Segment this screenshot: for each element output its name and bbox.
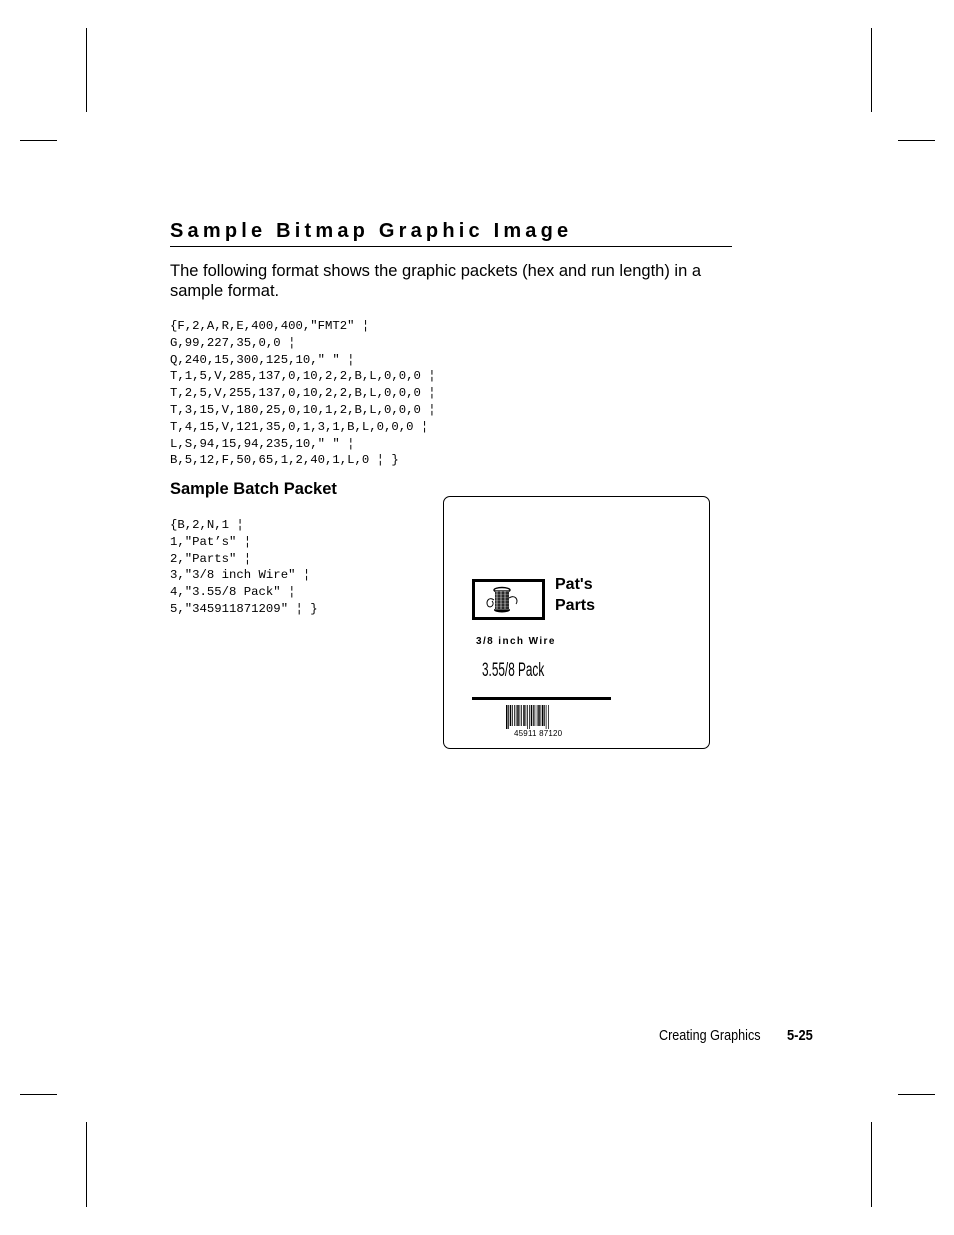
intro-paragraph: The following format shows the graphic packets (hex and run length) in a sample format. xyxy=(170,262,702,300)
code-line: Q,240,15,300,125,10," " ¦ xyxy=(170,352,355,367)
crop-mark xyxy=(20,140,57,141)
barcode-bar xyxy=(527,705,528,729)
crop-mark xyxy=(898,140,935,141)
barcode xyxy=(506,705,576,729)
barcode-bar xyxy=(520,705,521,726)
code-line: B,5,12,F,50,65,1,2,40,1,L,0 ¦ } xyxy=(170,453,399,468)
barcode-bar xyxy=(544,705,545,726)
code-line: G,99,227,35,0,0 ¦ xyxy=(170,335,296,350)
code-line: T,4,15,V,121,35,0,1,3,1,B,L,0,0,0 ¦ xyxy=(170,419,429,434)
barcode-bar xyxy=(537,705,538,726)
label-line-2: Parts xyxy=(555,597,596,614)
barcode-bar xyxy=(542,705,544,726)
barcode-bar xyxy=(548,705,549,729)
code-line: {B,2,N,1 ¦ xyxy=(170,518,244,532)
batch-heading: Sample Batch Packet xyxy=(170,480,337,498)
title-underline xyxy=(170,246,732,247)
barcode-bar xyxy=(546,705,547,729)
code-line: T,1,5,V,285,137,0,10,2,2,B,L,0,0,0 ¦ xyxy=(170,369,436,384)
footer-chapter: Creating Graphics xyxy=(659,1027,761,1044)
crop-mark xyxy=(871,1122,872,1207)
barcode-bar xyxy=(529,705,530,729)
barcode-bar xyxy=(512,705,513,726)
barcode-bar xyxy=(526,705,527,726)
label-line-1: Pat's xyxy=(555,576,593,593)
format-code-block xyxy=(170,318,436,469)
barcode-bar xyxy=(514,705,515,726)
code-line: 5,"345911871209" ¦ } xyxy=(170,601,318,616)
code-line: L,S,94,15,94,235,10," " ¦ xyxy=(170,436,355,451)
crop-mark xyxy=(20,1094,57,1095)
code-line: T,3,15,V,180,25,0,10,1,2,B,L,0,0,0 ¦ xyxy=(170,402,436,417)
label-line-3: 3/8 inch Wire xyxy=(476,636,556,647)
barcode-text: 45911 87120 xyxy=(514,729,563,738)
sample-label xyxy=(443,496,710,749)
barcode-bar xyxy=(521,705,522,726)
code-line: {F,2,A,R,E,400,400,"FMT2" ¦ xyxy=(170,319,370,333)
barcode-bar xyxy=(508,705,509,729)
barcode-bar xyxy=(541,705,542,726)
barcode-bar xyxy=(510,705,512,726)
code-line: 3,"3/8 inch Wire" ¦ xyxy=(170,568,311,583)
wire-spool-icon xyxy=(475,582,542,617)
barcode-bar xyxy=(506,705,508,729)
crop-mark xyxy=(86,1122,87,1207)
batch-code-block xyxy=(170,517,318,618)
crop-mark xyxy=(871,28,872,112)
barcode-bar xyxy=(523,705,525,726)
barcode-bar xyxy=(531,705,533,726)
section-title: Sample Bitmap Graphic Image xyxy=(170,220,573,242)
barcode-bar xyxy=(516,705,517,726)
code-line: T,2,5,V,255,137,0,10,2,2,B,L,0,0,0 ¦ xyxy=(170,386,436,401)
label-rule-line xyxy=(472,697,611,700)
code-line: 4,"3.55/8 Pack" ¦ xyxy=(170,585,296,600)
barcode-bar xyxy=(517,705,519,726)
label-line-4: 3.55/8 Pack xyxy=(482,660,545,681)
graphic-frame xyxy=(472,579,545,620)
barcode-bar xyxy=(538,705,540,726)
barcode-bar xyxy=(533,705,534,726)
barcode-bar xyxy=(535,705,536,726)
code-line: 1,"Pat’s" ¦ xyxy=(170,534,252,549)
crop-mark xyxy=(898,1094,935,1095)
code-line: 2,"Parts" ¦ xyxy=(170,551,252,566)
footer-page-number: 5-25 xyxy=(787,1027,813,1044)
crop-mark xyxy=(86,28,87,112)
